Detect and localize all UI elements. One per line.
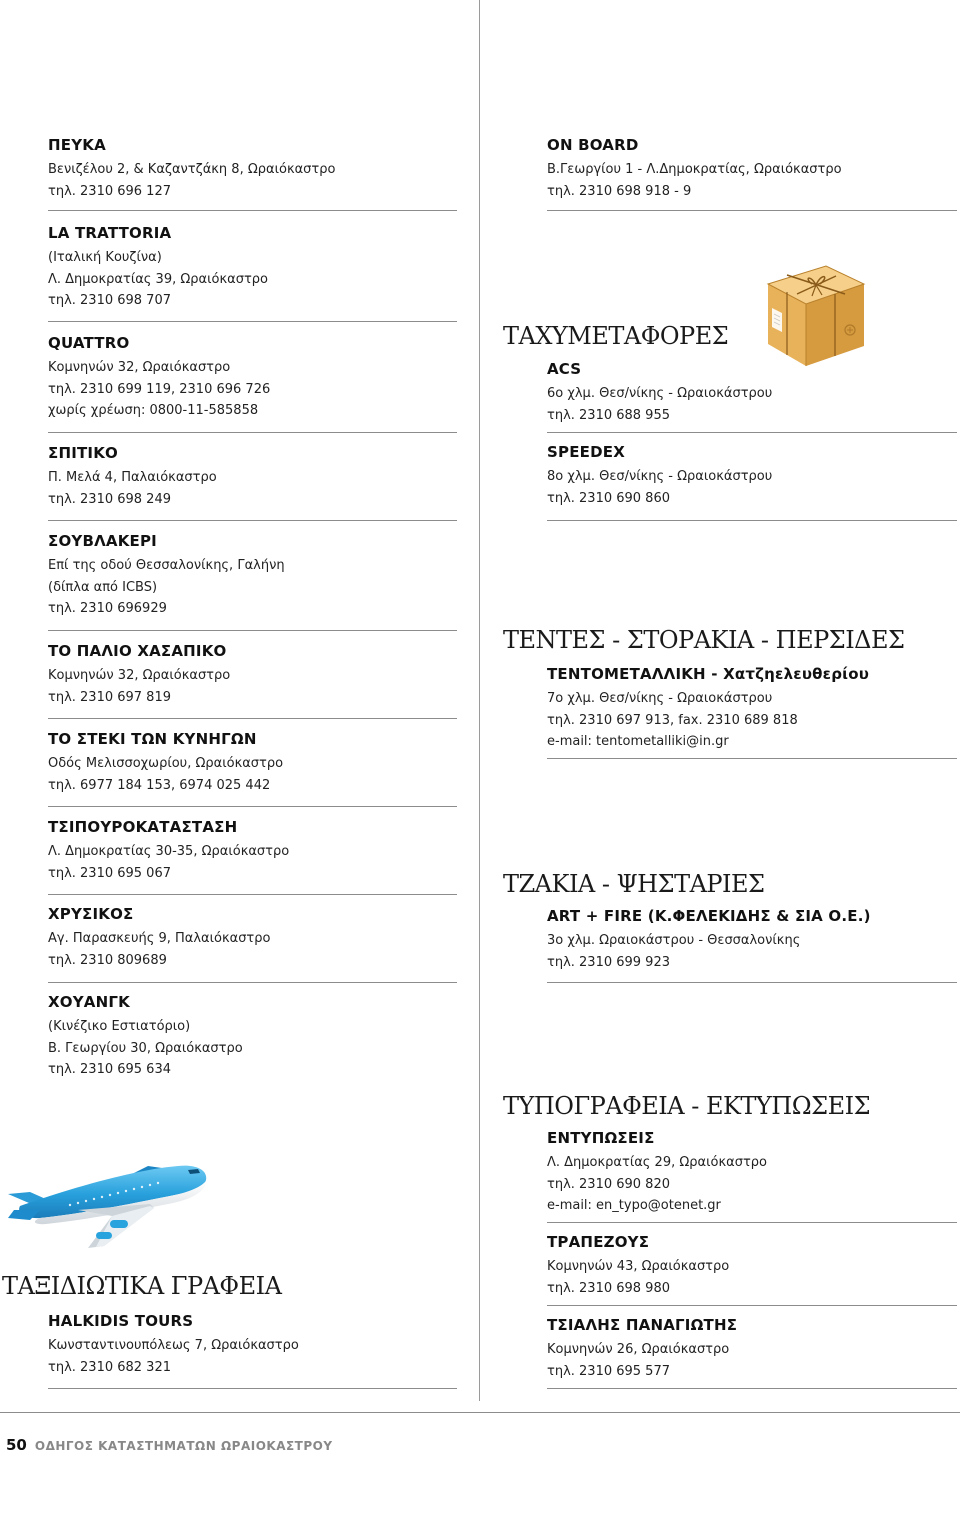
divider — [48, 432, 457, 433]
listing-phone: τηλ. 2310 695 577 — [547, 1363, 670, 1379]
listing-address: 8ο χλμ. Θεσ/νίκης - Ωραιοκάστρου — [547, 469, 773, 484]
divider — [547, 210, 957, 211]
section-heading-printing: ΤΥΠΟΓΡΑΦΕΙΑ - ΕΚΤΥΠΩΣΕΙΣ — [503, 1092, 871, 1120]
listing-name: HALKIDIS TOURS — [48, 1312, 194, 1330]
listing-phone: τηλ. 2310 698 980 — [547, 1280, 670, 1296]
listing-address: Οδός Μελισσοχωρίου, Ωραιόκαστρο — [48, 756, 284, 771]
listing-address: Π. Μελά 4, Παλαιόκαστρο — [48, 470, 217, 485]
listing-phone: τηλ. 2310 809689 — [48, 952, 167, 968]
listing-name: QUATTRO — [48, 334, 130, 352]
listing-phone: τηλ. 2310 688 955 — [547, 407, 670, 423]
divider — [48, 210, 457, 211]
listing-name: ΠΕΥΚΑ — [48, 136, 106, 154]
divider — [547, 520, 957, 521]
listing-address: Β.Γεωργίου 1 - Λ.Δημοκρατίας, Ωραιόκαστρο — [547, 162, 842, 177]
listing-phone: τηλ. 2310 682 321 — [48, 1359, 171, 1375]
listing-name: ON BOARD — [547, 136, 639, 154]
listing-email: e-mail: en_typo@otenet.gr — [547, 1198, 721, 1213]
listing-name: ACS — [547, 360, 582, 378]
listing-free-call: χωρίς χρέωση: 0800-11-585858 — [48, 403, 259, 418]
listing-address: Κομνηνών 32, Ωραιόκαστρο — [48, 668, 231, 683]
page-footer — [6, 1436, 333, 1455]
divider — [48, 718, 457, 719]
listing-name: ΤΡΑΠΕΖΟΥΣ — [547, 1233, 650, 1251]
listing-trapezous — [547, 1233, 957, 1299]
listing-note: (Ιταλική Κουζίνα) — [48, 250, 162, 265]
listing-steki-kynigon — [48, 730, 457, 796]
listing-address: 3ο χλμ. Ωραιοκάστρου - Θεσσαλονίκης — [547, 933, 801, 948]
listing-address: Βενιζέλου 2, & Καζαντζάκη 8, Ωραιόκαστρο — [48, 162, 336, 177]
listing-peuka — [48, 136, 457, 202]
listing-phone: τηλ. 2310 699 119, 2310 696 726 — [48, 381, 271, 397]
divider — [48, 806, 457, 807]
column-divider — [479, 0, 480, 1401]
listing-entyposeis — [547, 1129, 957, 1217]
listing-phone: τηλ. 2310 697 819 — [48, 689, 171, 705]
listing-name: ART + FIRE (Κ.ΦΕΛΕΚΙΔΗΣ & ΣΙΑ Ο.Ε.) — [547, 907, 871, 925]
listing-address: Επί της οδού Θεσσαλονίκης, Γαλήνη — [48, 558, 285, 573]
section-heading-fireplaces: ΤΖΑΚΙΑ - ΨΗΣΤΑΡΙΕΣ — [503, 870, 765, 898]
listing-phone-fax: τηλ. 2310 697 913, fax. 2310 689 818 — [547, 712, 798, 728]
listing-phone: τηλ. 2310 698 918 - 9 — [547, 183, 692, 199]
listing-halkidis-tours — [48, 1312, 457, 1378]
listing-phone: τηλ. 2310 695 634 — [48, 1062, 171, 1077]
listing-houang — [48, 993, 457, 1081]
listing-name: ΣΠΙΤΙΚΟ — [48, 444, 118, 462]
listing-phone: τηλ. 2310 690 820 — [547, 1176, 670, 1192]
divider — [547, 1388, 957, 1389]
listing-name: ΧΟΥΑΝΓΚ — [48, 993, 130, 1011]
footer-divider — [0, 1412, 960, 1413]
listing-quattro — [48, 334, 457, 422]
listing-address: Κωνσταντινουπόλεως 7, Ωραιόκαστρο — [48, 1338, 299, 1353]
listing-tsialis — [547, 1316, 957, 1382]
listing-name: ΤΕΝΤΟΜΕΤΑΛΛΙΚΗ - Χατζηελευθερίου — [547, 665, 870, 683]
listing-chrysikos — [48, 905, 457, 971]
airplane-illustration — [0, 1148, 212, 1250]
listing-name: ΤΟ ΣΤΕΚΙ ΤΩΝ ΚΥΝΗΓΩΝ — [48, 730, 257, 748]
listing-acs — [547, 360, 957, 426]
listing-address: Λ. Δημοκρατίας 30-35, Ωραιόκαστρο — [48, 844, 290, 859]
listing-tentometalliki — [547, 665, 957, 753]
section-heading-couriers: ΤΑΧΥΜΕΤΑΦΟΡΕΣ — [503, 322, 729, 350]
listing-address: 6ο χλμ. Θεσ/νίκης - Ωραιοκάστρου — [547, 386, 773, 401]
listing-phone: τηλ. 2310 690 860 — [547, 490, 670, 506]
divider — [48, 894, 457, 895]
listing-name: ΤΣΙΠΟΥΡΟΚΑΤΑΣΤΑΣΗ — [48, 818, 238, 836]
listing-phone: τηλ. 6977 184 153, 6974 025 442 — [48, 777, 271, 793]
guide-title: ΟΔΗΓΟΣ ΚΑΤΑΣΤΗΜΑΤΩΝ ΩΡΑΙΟΚΑΣΤΡΟΥ — [34, 1439, 333, 1453]
divider — [547, 432, 957, 433]
divider — [547, 1305, 957, 1306]
listing-address: Κομνηνών 43, Ωραιόκαστρο — [547, 1259, 730, 1274]
listing-souvlakeri — [48, 532, 457, 620]
listing-note: (δίπλα από ICBS) — [48, 579, 158, 595]
listing-phone: τηλ. 2310 698 249 — [48, 491, 171, 507]
listing-note: (Κινέζικο Εστιατόριο) — [48, 1019, 191, 1034]
divider — [48, 520, 457, 521]
listing-name: LA TRATTORIA — [48, 224, 172, 242]
listing-on-board — [547, 136, 957, 202]
section-heading-awnings: ΤΕΝΤΕΣ - ΣΤΟΡΑΚΙΑ - ΠΕΡΣΙΔΕΣ — [503, 626, 905, 654]
listing-phone: τηλ. 2310 699 923 — [547, 954, 670, 970]
listing-address: 7ο χλμ. Θεσ/νίκης - Ωραιοκάστρου — [547, 691, 773, 706]
parcel-box-illustration — [760, 262, 870, 370]
listing-address: Λ. Δημοκρατίας 29, Ωραιόκαστρο — [547, 1155, 767, 1170]
listing-name: ΣΟΥΒΛΑΚΕΡΙ — [48, 532, 157, 550]
listing-name: ΕΝΤΥΠΩΣΕΙΣ — [547, 1129, 655, 1147]
listing-art-fire — [547, 907, 957, 973]
listing-name: ΧΡΥΣΙΚΟΣ — [48, 905, 134, 923]
divider — [48, 982, 457, 983]
divider — [48, 630, 457, 631]
listing-name: ΤΣΙΑΛΗΣ ΠΑΝΑΓΙΩΤΗΣ — [547, 1316, 738, 1334]
listing-phone: τηλ. 2310 695 067 — [48, 865, 171, 881]
listing-phone: τηλ. 2310 696929 — [48, 601, 167, 616]
listing-palio-hasapiko — [48, 642, 457, 708]
listing-address: Αγ. Παρασκευής 9, Παλαιόκαστρο — [48, 931, 271, 946]
section-heading-travel: ΤΑΞΙΔΙΩΤΙΚΑ ΓΡΑΦΕΙΑ — [2, 1272, 282, 1300]
listing-address: Β. Γεωργίου 30, Ωραιόκαστρο — [48, 1040, 243, 1056]
right-column — [547, 0, 957, 1400]
listing-speedex — [547, 443, 957, 509]
listing-phone: τηλ. 2310 696 127 — [48, 183, 171, 199]
listing-spitiko — [48, 444, 457, 510]
listing-name: SPEEDEX — [547, 443, 625, 461]
listing-address: Κομνηνών 26, Ωραιόκαστρο — [547, 1342, 730, 1357]
listing-address: Κομνηνών 32, Ωραιόκαστρο — [48, 360, 231, 375]
listing-address: Λ. Δημοκρατίας 39, Ωραιόκαστρο — [48, 271, 268, 287]
listing-name: ΤΟ ΠΑΛΙΟ ΧΑΣΑΠΙΚΟ — [48, 642, 227, 660]
divider — [547, 1222, 957, 1223]
listing-tsipourokatastasi — [48, 818, 457, 884]
divider — [48, 1388, 457, 1389]
page-number: 50 — [6, 1436, 27, 1454]
divider — [547, 982, 957, 983]
divider — [547, 758, 957, 759]
listing-phone: τηλ. 2310 698 707 — [48, 293, 171, 308]
divider — [48, 321, 457, 322]
listing-la-trattoria — [48, 224, 457, 312]
listing-email: e-mail: tentometalliki@in.gr — [547, 734, 729, 749]
